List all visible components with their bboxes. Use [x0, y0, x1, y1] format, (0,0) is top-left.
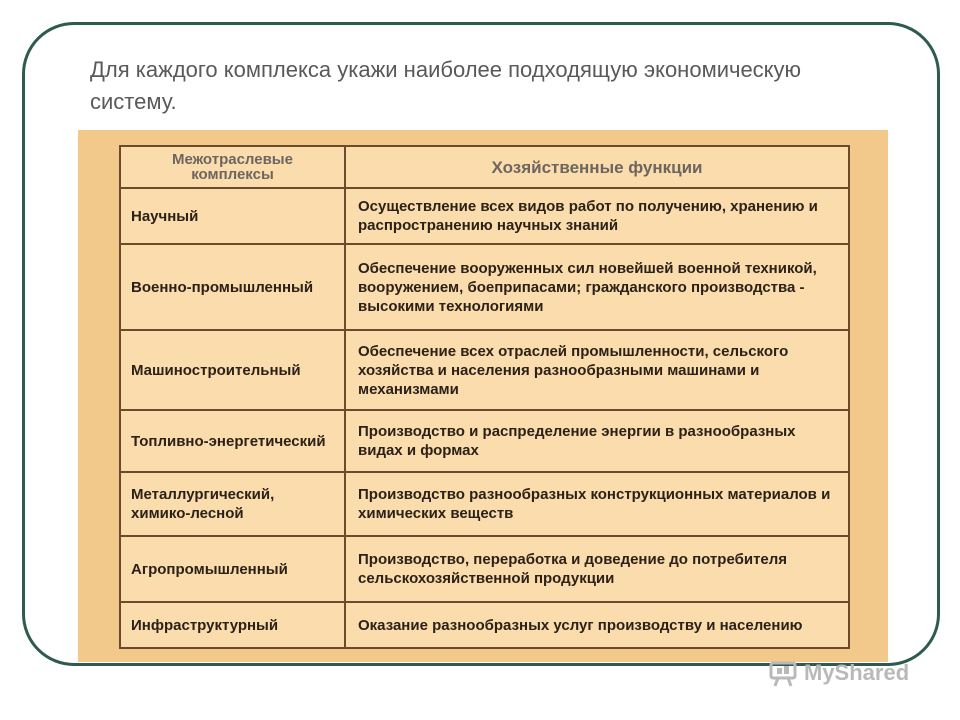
table-row — [120, 602, 849, 648]
table-row — [120, 410, 849, 472]
table-row — [120, 472, 849, 536]
complex-functions: Обеспечение всех отраслей промышленности, сельского хозяйства и населения разнообразными машинами и механизмами — [345, 330, 849, 410]
complex-functions: Осуществление всех видов работ по получению, хранению и распространению научных знаний — [345, 188, 849, 244]
complex-name: Машиностроительный — [120, 330, 345, 410]
complex-functions: Производство и распределение энергии в разнообразных видах и формах — [345, 410, 849, 472]
complex-functions: Обеспечение вооруженных сил новейшей военной техникой, вооружением, боеприпасами; гражданского производства - высокими технологиями — [345, 244, 849, 330]
table-header-row — [120, 146, 849, 188]
complex-name: Агропромышленный — [120, 536, 345, 602]
complex-name: Топливно-энергетический — [120, 410, 345, 472]
header-complexes: Межотраслевые комплексы — [120, 146, 345, 188]
complex-name: Металлургический, химико-лесной — [120, 472, 345, 536]
complex-functions: Оказание разнообразных услуг производству и населению — [345, 602, 849, 648]
complex-table — [119, 145, 850, 649]
slide-title: Для каждого комплекса укажи наиболее подходящую экономическую систему. — [90, 57, 802, 114]
watermark-text: MyShared — [804, 660, 910, 685]
table-row — [120, 536, 849, 602]
complex-table-panel — [78, 130, 888, 662]
myshared-logo-icon — [768, 659, 798, 687]
myshared-watermark — [768, 658, 909, 688]
complex-name: Научный — [120, 188, 345, 244]
table-row — [120, 188, 849, 244]
header-functions: Хозяйственные функции — [345, 146, 849, 188]
table-row — [120, 330, 849, 410]
complex-functions: Производство разнообразных конструкционных материалов и химических веществ — [345, 472, 849, 536]
complex-name: Инфраструктурный — [120, 602, 345, 648]
complex-functions: Производство, переработка и доведение до потребителя сельскохозяйственной продукции — [345, 536, 849, 602]
complex-name: Военно-промышленный — [120, 244, 345, 330]
table-row — [120, 244, 849, 330]
